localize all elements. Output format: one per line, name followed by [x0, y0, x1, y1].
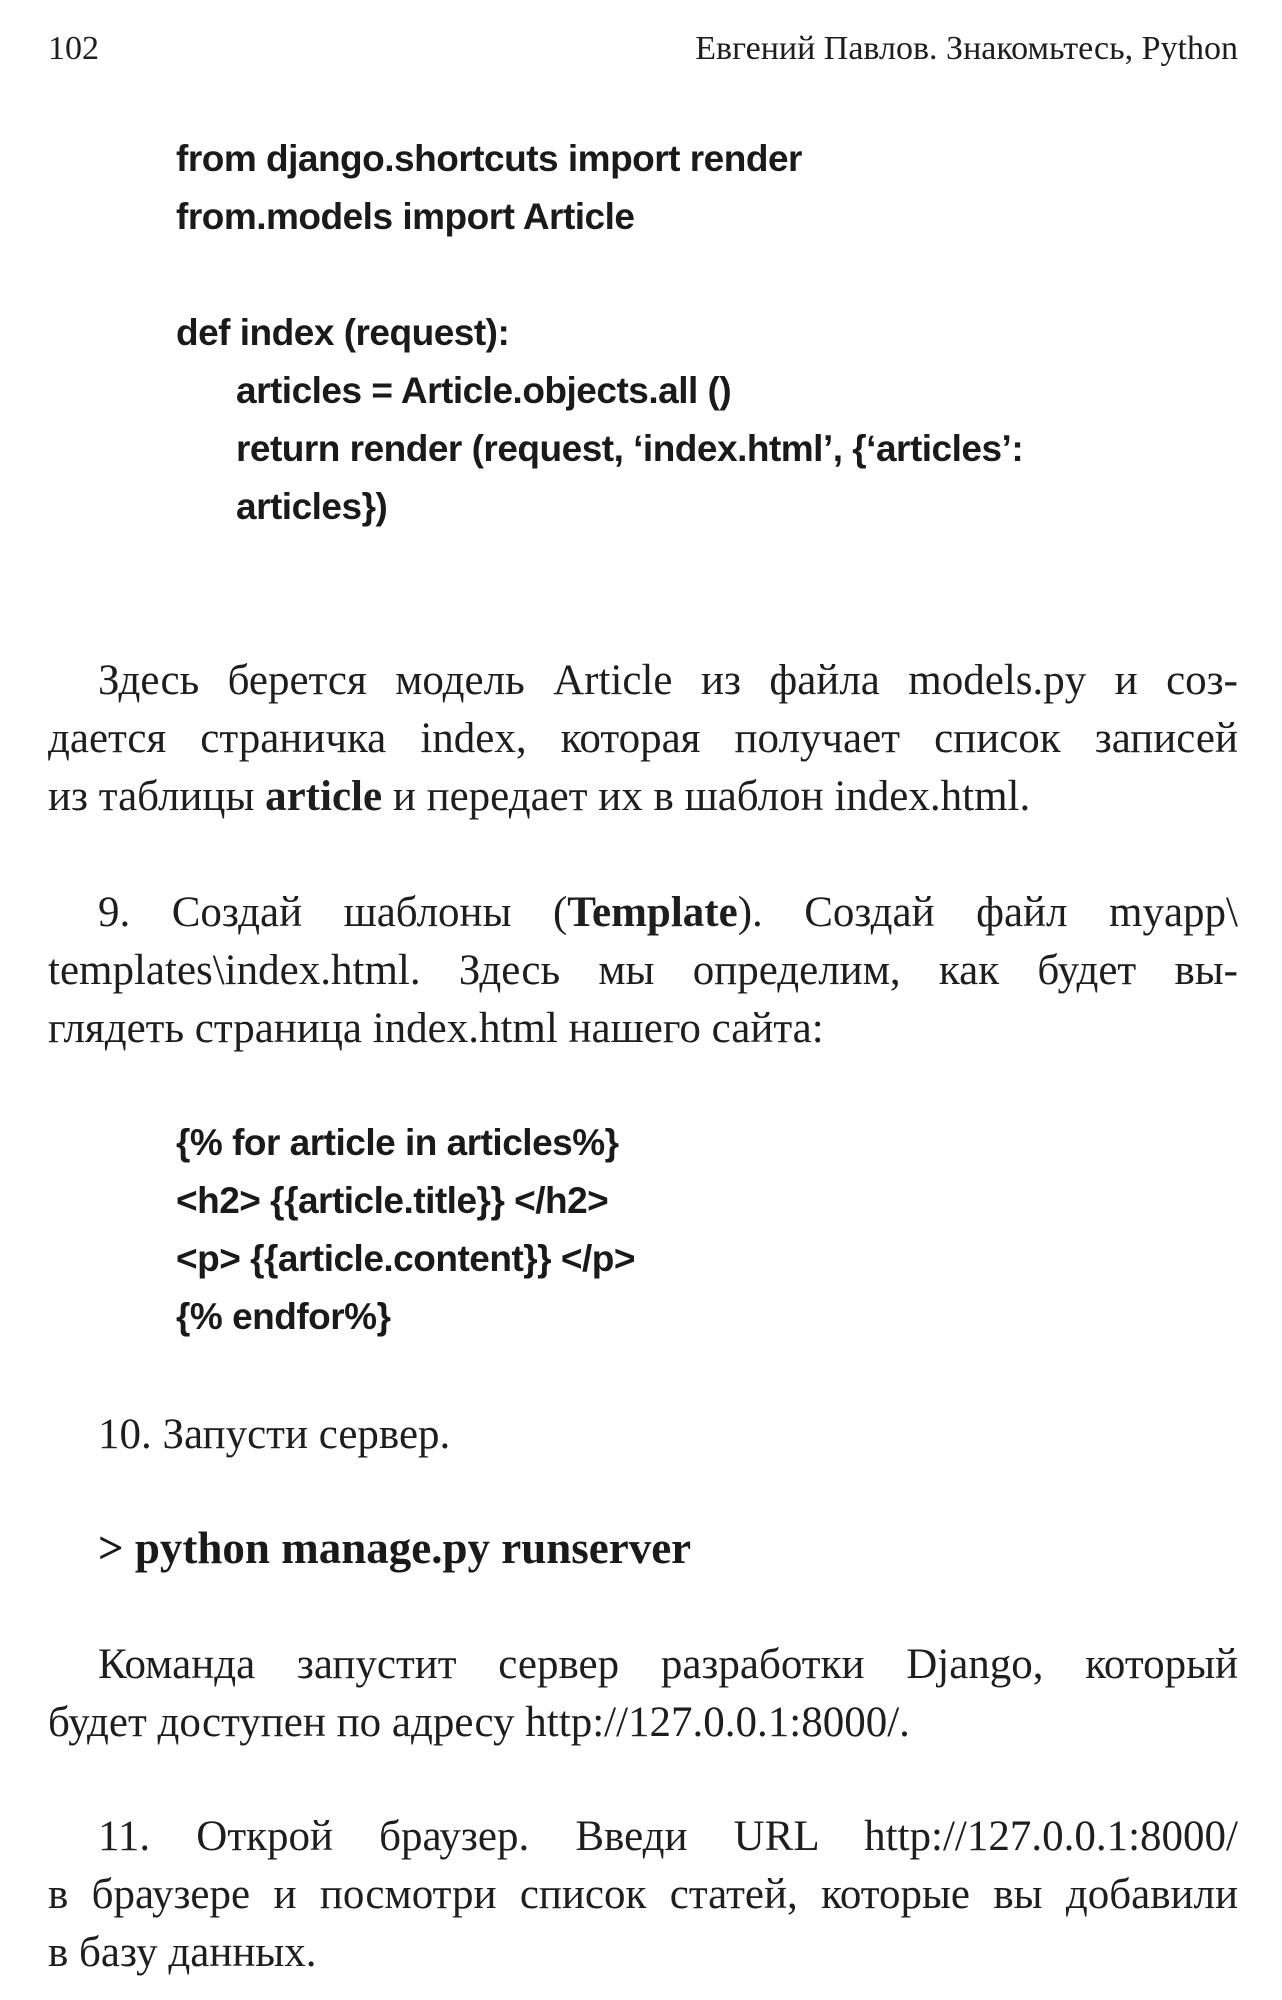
paragraph-server-info	[48, 1636, 1238, 1752]
text-line: в браузере и посмотри список статей, которые вы добавили	[48, 1871, 1238, 1918]
code-line: return render (request, ‘index.html’, {‘articles’:	[236, 428, 1024, 469]
running-title: Евгений Павлов. Знакомьтесь, Python	[695, 30, 1238, 67]
paragraph-step-10	[48, 1406, 1238, 1464]
code-line: {% endfor%}	[176, 1296, 391, 1337]
text-line: templates\index.html. Здесь мы определим, как будет вы-	[48, 947, 1238, 994]
text-line: Команда запустит сервер разработки Django, который	[98, 1641, 1238, 1688]
code-line: def index (request):	[176, 312, 510, 353]
text-line: 11. Открой браузер. Введи URL http://127.0.0.1:8000/	[98, 1813, 1238, 1860]
runserver-command: > python manage.py runserver	[98, 1523, 692, 1573]
text-line: из таблицы article и передает их в шаблон index.html.	[48, 773, 1031, 820]
text-line: будет доступен по адресу http://127.0.0.1:8000/.	[48, 1699, 910, 1746]
text-line: Здесь берется модель Article из файла models.py и соз-	[98, 657, 1238, 704]
text-line: дается страничка index, которая получает список записей	[48, 715, 1238, 762]
code-line: from.models import Article	[176, 196, 635, 237]
page-number: 102	[48, 30, 99, 67]
code-line: articles = Article.objects.all ()	[236, 370, 732, 411]
paragraph-step-9	[48, 884, 1238, 1058]
code-line: {% for article in articles%}	[176, 1122, 619, 1163]
code-line: from django.shortcuts import render	[176, 138, 802, 179]
paragraph-views-explanation	[48, 652, 1238, 826]
paragraph-step-11	[48, 1808, 1238, 1982]
text-line: в базу данных.	[48, 1929, 317, 1976]
text-line: 9. Создай шаблоны (Template). Создай файл myapp\	[98, 889, 1238, 936]
code-line: <h2> {{article.title}} </h2>	[176, 1180, 609, 1221]
emphasis-article: article	[265, 773, 383, 820]
emphasis-template: Template	[567, 889, 738, 936]
text-line: глядеть страница index.html нашего сайта:	[48, 1005, 824, 1052]
text-line: 10. Запусти сервер.	[98, 1411, 451, 1458]
code-line: <p> {{article.content}} </p>	[176, 1238, 635, 1279]
page-header	[48, 30, 1238, 80]
code-line: articles})	[236, 486, 388, 527]
